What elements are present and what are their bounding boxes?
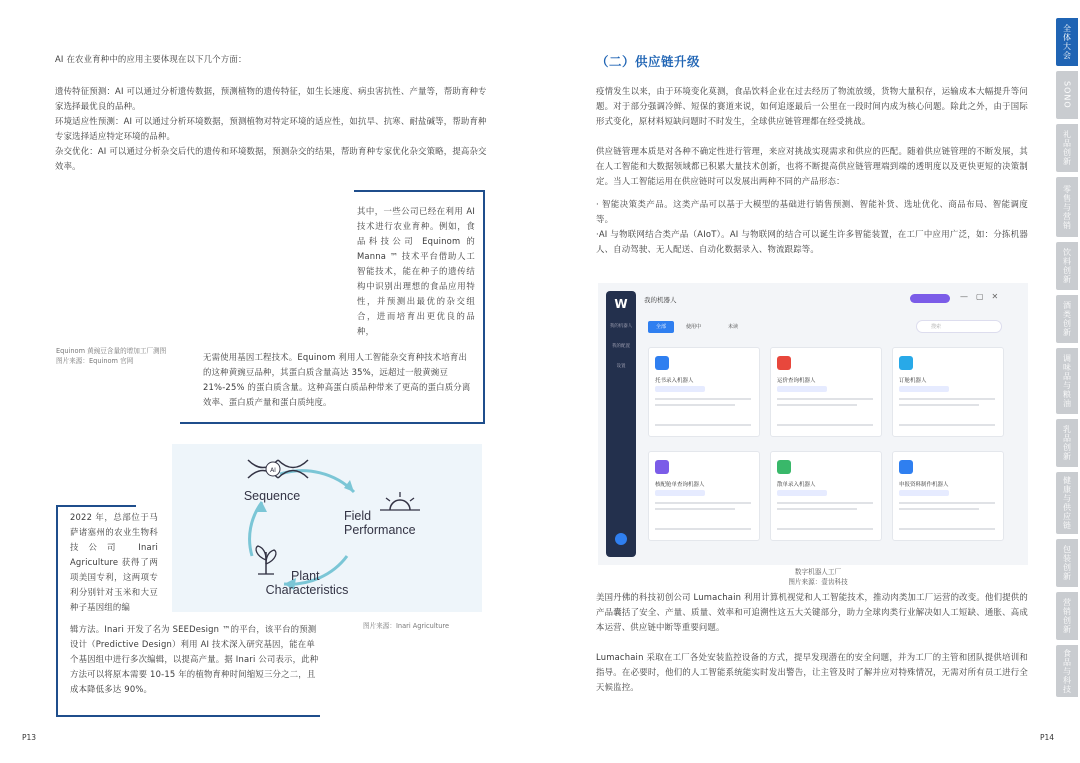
robot-icon xyxy=(899,460,913,474)
robot-card xyxy=(770,451,882,541)
page-number-right: P14 xyxy=(1040,733,1055,742)
equinom-text-part1: 其中，一些公司已经在利用 AI 技术进行农业育种。例如，食品科技公司 Equinom 的 Manna ™ 技术平台借助人工智能技术，能在种子的遗传结构中识别出理想的食品应用特性，并预测出最优的杂交组合，进而培育出更优良的品种， xyxy=(357,206,475,336)
side-tab[interactable]: 零售与营销 xyxy=(1056,177,1078,237)
paragraph: 供应链管理本质是对各种不确定性进行管理，来应对挑战实现需求和供应的匹配。随着供应链管理的不断发展，其在人工智能和大数据领域都已积累大量技术创新，也将不断提高供应链管理端到端的透明度以及更快更短的决策制定。当人工智能运用在供应链时可以发展出两种不同的产品形态： xyxy=(596,146,1028,186)
bullet-item: 遗传特征预测：AI 可以通过分析遗传数据，预测植物的遗传特征，如生长速度、病虫害抗性、产量等，帮助育种专家选择最优良的品种。 xyxy=(55,86,487,111)
robot-name: 核配舱单查询机器人 xyxy=(655,482,705,488)
robot-card xyxy=(648,347,760,437)
inari-text-part1: 2022 年，总部位于马萨诸塞州的农业生物科技公司 Inari Agriculture 获得了两项美国专利，这两项专利分别针对玉米和大豆种子基因组的编 xyxy=(70,512,158,612)
robot-name: 散单录入机器人 xyxy=(777,482,816,488)
side-tab[interactable]: 饮料创新 xyxy=(1056,242,1078,290)
intro-text: AI 在农业育种中的应用主要体现在以下几个方面： xyxy=(55,54,247,64)
lumachain-body xyxy=(596,590,1028,710)
label-sequence: Sequence xyxy=(243,489,301,503)
side-tab[interactable]: 营销创新 xyxy=(1056,592,1078,640)
robot-card xyxy=(770,347,882,437)
dna-icon xyxy=(248,460,308,478)
ss-badge xyxy=(910,294,950,303)
bullet-item: 杂交优化：AI 可以通过分析杂交后代的遗传和环境数据，预测杂交的结果，帮助育种专家优化杂交策略，提高杂交效率。 xyxy=(55,146,487,171)
robot-name: 申报资料制作机器人 xyxy=(899,482,949,488)
ss-side-item: 我的配置 xyxy=(612,344,630,349)
robot-name: 运价查询机器人 xyxy=(777,378,816,384)
robot-icon xyxy=(777,356,791,370)
dna-label: AI xyxy=(270,467,276,474)
paragraph: 疫情发生以来，由于环境变化莫测，食品饮料企业在过去经历了物流放缓，货物大量积存，运输成本大幅提升等问题。对于部分强调冷鲜、短保的赛道来说，如何追逐最后一公里在一段时间内成为核心问题。除此之外，由于国际形式变化，原材料短缺问题时不时发生，全球供应链管理都在经受挑战。 xyxy=(596,86,1028,126)
robot-card xyxy=(892,347,1004,437)
robot-name: 订舱机器人 xyxy=(899,378,927,384)
ss-tabbar xyxy=(644,317,1020,339)
inari-text-part2: 辑方法。Inari 开发了名为 SEEDesign ™的平台，该平台的预测设计（Predictive Design）利用 AI 技术深入研究基因，能在单个基因组中进行多次编辑，以提高产量。据 Inari 公司表示，此种方法可以将原本需要 10-15 年的植物育种时间缩短三分之二，且成本降低多达 90%。 xyxy=(70,624,319,694)
ss-side-item: 我的机器人 xyxy=(609,324,633,329)
avatar xyxy=(615,533,627,545)
ss-tab: 使用中 xyxy=(686,324,702,330)
robot-icon xyxy=(899,356,913,370)
supply-chain-body xyxy=(596,84,1028,272)
side-tab[interactable]: 全体大会 xyxy=(1056,18,1078,66)
side-tab-list xyxy=(1056,18,1080,702)
caption-line: 图片来源：Equinom 官网 xyxy=(56,357,134,365)
robot-card xyxy=(892,451,1004,541)
label-plant: Plant Characteristics xyxy=(265,569,349,597)
side-tab[interactable]: 包装创新 xyxy=(1056,539,1078,587)
side-tab[interactable]: 健康与供应链 xyxy=(1056,472,1078,534)
side-tab[interactable]: 调味品与粮油 xyxy=(1056,348,1078,414)
caption-line: 图片来源：壹齿科技 xyxy=(788,578,848,586)
side-tab[interactable]: 乳品创新 xyxy=(1056,419,1078,467)
window-controls-icon: —▢✕ xyxy=(960,292,1007,301)
robot-card xyxy=(648,451,760,541)
paragraph: · 智能决策类产品。这类产品可以基于大模型的基础进行销售预测、智能补货、选址优化、商品布局、智能调度等。 ·AI 与物联网结合类产品（AIoT）。AI 与物联网的结合可以诞生许多智能装置，在工厂中应用广泛，如：分拣机器人、自动驾驶、无人配送、自动化数据录入、物流跟踪等。 xyxy=(596,199,1028,254)
robot-factory-screenshot xyxy=(598,283,1028,565)
ss-side-item: 设置 xyxy=(616,364,626,369)
caption-line: 数字机器人工厂 xyxy=(794,568,842,576)
side-tab[interactable]: 食品与科技 xyxy=(1056,645,1078,697)
section-title: （二）供应链升级 xyxy=(596,54,701,69)
side-tab[interactable]: 酒类创新 xyxy=(1056,295,1078,343)
ss-search: 搜索 xyxy=(916,320,1002,333)
robot-icon xyxy=(777,460,791,474)
screenshot-caption xyxy=(778,567,858,587)
bullet-item: 环境适应性预测：AI 可以通过分析环境数据，预测植物对特定环境的适应性，如抗旱、抗寒、耐盐碱等，帮助育种专家选择适应特定环境的品种。 xyxy=(55,116,487,141)
side-tab[interactable]: SONO xyxy=(1056,71,1078,119)
ss-title: 我的机器人 xyxy=(644,296,677,304)
logo-icon: W xyxy=(614,297,628,311)
side-tab[interactable]: 礼品创新 xyxy=(1056,124,1078,172)
ss-sidebar xyxy=(606,291,636,557)
inari-caption: 图片来源：Inari Agriculture xyxy=(363,622,450,630)
equinom-caption xyxy=(56,346,166,366)
bullet-list xyxy=(55,84,493,174)
caption-line: Equinom 黄豌豆含量的增加工厂测图 xyxy=(56,347,167,355)
equinom-text-part2: 无需使用基因工程技术。Equinom 利用人工智能杂交育种技术培育出的这种黄豌豆品种，其蛋白质含量高达 35%，远超过一般黄豌豆 21%-25% 的蛋白质含量。这种高蛋白质品种带来了更高的蛋白质分离效率、蛋白质产量和蛋白质纯度。 xyxy=(203,352,471,407)
paragraph: 美国丹佛的科技初创公司 Lumachain 利用计算机视觉和人工智能技术，推动肉类加工厂运营的改变。他们提供的产品囊括了安全、产量、质量、效率和可追溯性这五大关键部分，助力全球肉类行业解决如人工短缺、通胀、高成本运营、供应链中断等重要问题。 xyxy=(596,592,1028,632)
ss-tab: 全部 xyxy=(648,321,674,333)
sun-icon xyxy=(380,492,420,510)
robot-icon xyxy=(655,460,669,474)
label-field: Field Performance xyxy=(344,509,416,537)
robot-name: 托书录入机器人 xyxy=(655,378,694,384)
robot-icon xyxy=(655,356,669,370)
page-number-left: P13 xyxy=(22,733,37,742)
ss-tab: 未读 xyxy=(728,324,739,330)
paragraph: Lumachain 采取在工厂各处安装监控设备的方式，提早发现潜在的安全问题，并为工厂的主管和团队提供培训和指导。在必要时，他们的人工智能系统能实时发出警告，让主管及时了解并应对特殊情况，无需对所有员工进行全天候监控。 xyxy=(596,652,1028,692)
